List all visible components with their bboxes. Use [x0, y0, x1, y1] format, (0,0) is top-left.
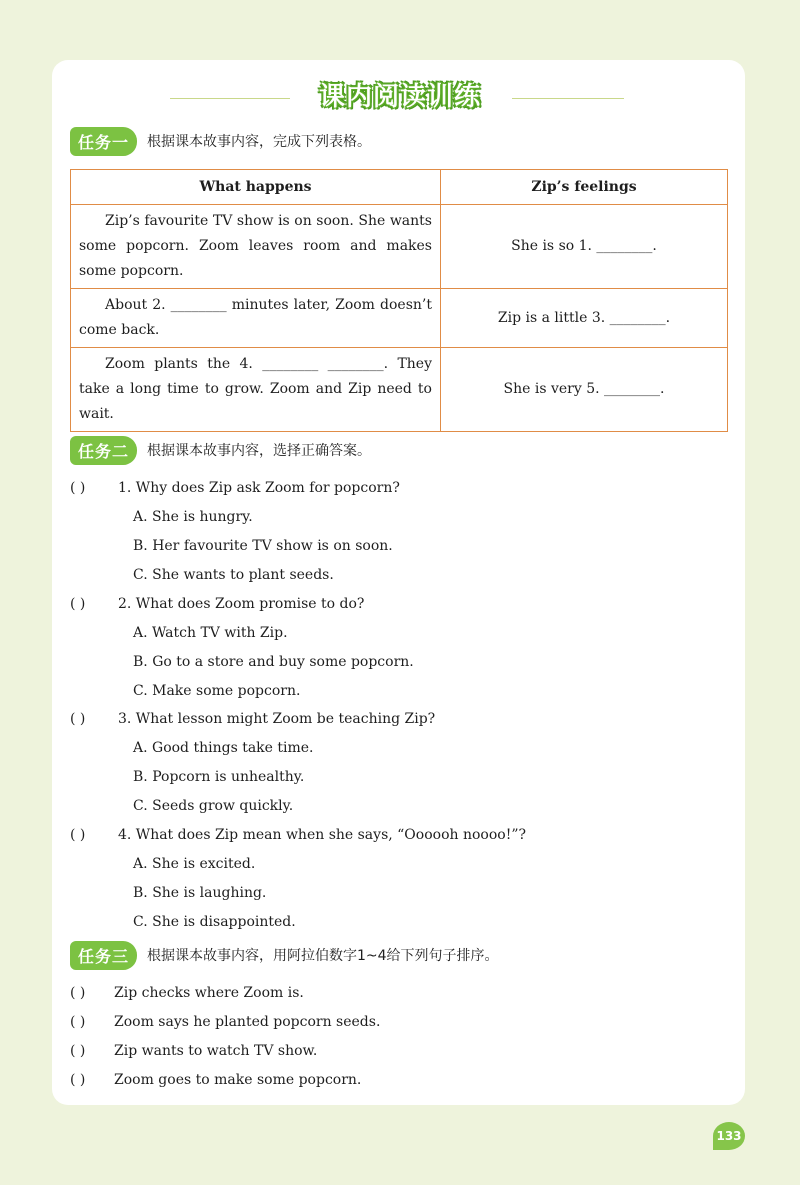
answer-blank[interactable]: ( ) [70, 596, 86, 612]
q2-option-b: B. Go to a store and buy some popcorn. [133, 654, 414, 670]
table-row [71, 348, 728, 432]
page-number: 133 [713, 1122, 745, 1150]
task2-badge: 任务二 [70, 436, 137, 465]
row1-feeling[interactable]: She is so 1. ________. [441, 205, 728, 289]
q1-option-b: B. Her favourite TV show is on soon. [133, 538, 393, 554]
table-row [71, 289, 728, 348]
row1-what: Zip’s favourite TV show is on soon. She wants some popcorn. Zoom leaves room and makes some popcorn. [71, 205, 441, 289]
question-4: 4. What does Zip mean when she says, “Oooooh noooo!”? [118, 827, 526, 843]
page-title: 课内阅读训练 [318, 82, 481, 112]
order-item-3: Zip wants to watch TV show. [114, 1043, 318, 1059]
order-item-4: Zoom goes to make some popcorn. [114, 1072, 362, 1088]
row2-feeling[interactable]: Zip is a little 3. ________. [441, 289, 728, 348]
q3-option-a: A. Good things take time. [133, 740, 314, 756]
order-blank[interactable]: ( ) [70, 1043, 86, 1059]
answer-blank[interactable]: ( ) [70, 827, 86, 843]
answer-blank[interactable]: ( ) [70, 711, 86, 727]
answer-blank[interactable]: ( ) [70, 480, 86, 496]
order-blank[interactable]: ( ) [70, 985, 86, 1001]
q1-option-a: A. She is hungry. [133, 509, 253, 525]
question-2: 2. What does Zoom promise to do? [118, 596, 365, 612]
col-feelings: Zip’s feelings [441, 170, 728, 205]
row2-what[interactable]: About 2. ________ minutes later, Zoom doesn’t come back. [71, 289, 441, 348]
story-table [70, 169, 728, 432]
task2-instruction: 根据课本故事内容，选择正确答案。 [147, 443, 372, 459]
q3-option-c: C. Seeds grow quickly. [133, 798, 294, 814]
q1-option-c: C. She wants to plant seeds. [133, 567, 334, 583]
task3-badge: 任务三 [70, 941, 137, 970]
task1-instruction: 根据课本故事内容，完成下列表格。 [147, 134, 372, 150]
q3-option-b: B. Popcorn is unhealthy. [133, 769, 305, 785]
task2-header [70, 437, 371, 463]
task3-header [70, 942, 499, 968]
col-what-happens: What happens [71, 170, 441, 205]
order-blank[interactable]: ( ) [70, 1072, 86, 1088]
q4-option-c: C. She is disappointed. [133, 914, 296, 930]
task3-instruction: 根据课本故事内容，用阿拉伯数字1~4给下列句子排序。 [147, 948, 499, 964]
table-header-row [71, 170, 728, 205]
q2-option-a: A. Watch TV with Zip. [133, 625, 288, 641]
order-item-2: Zoom says he planted popcorn seeds. [114, 1014, 381, 1030]
table-row [71, 205, 728, 289]
row3-feeling[interactable]: She is very 5. ________. [441, 348, 728, 432]
q2-option-c: C. Make some popcorn. [133, 683, 301, 699]
order-blank[interactable]: ( ) [70, 1014, 86, 1030]
task1-badge: 任务一 [70, 127, 137, 156]
question-1: 1. Why does Zip ask Zoom for popcorn? [118, 480, 400, 496]
row3-what[interactable]: Zoom plants the 4. ________ ________. They take a long time to grow. Zoom and Zip need to wait. [71, 348, 441, 432]
question-3: 3. What lesson might Zoom be teaching Zip? [118, 711, 436, 727]
order-item-1: Zip checks where Zoom is. [114, 985, 304, 1001]
task1-header [70, 128, 371, 154]
q4-option-a: A. She is excited. [133, 856, 256, 872]
q4-option-b: B. She is laughing. [133, 885, 267, 901]
